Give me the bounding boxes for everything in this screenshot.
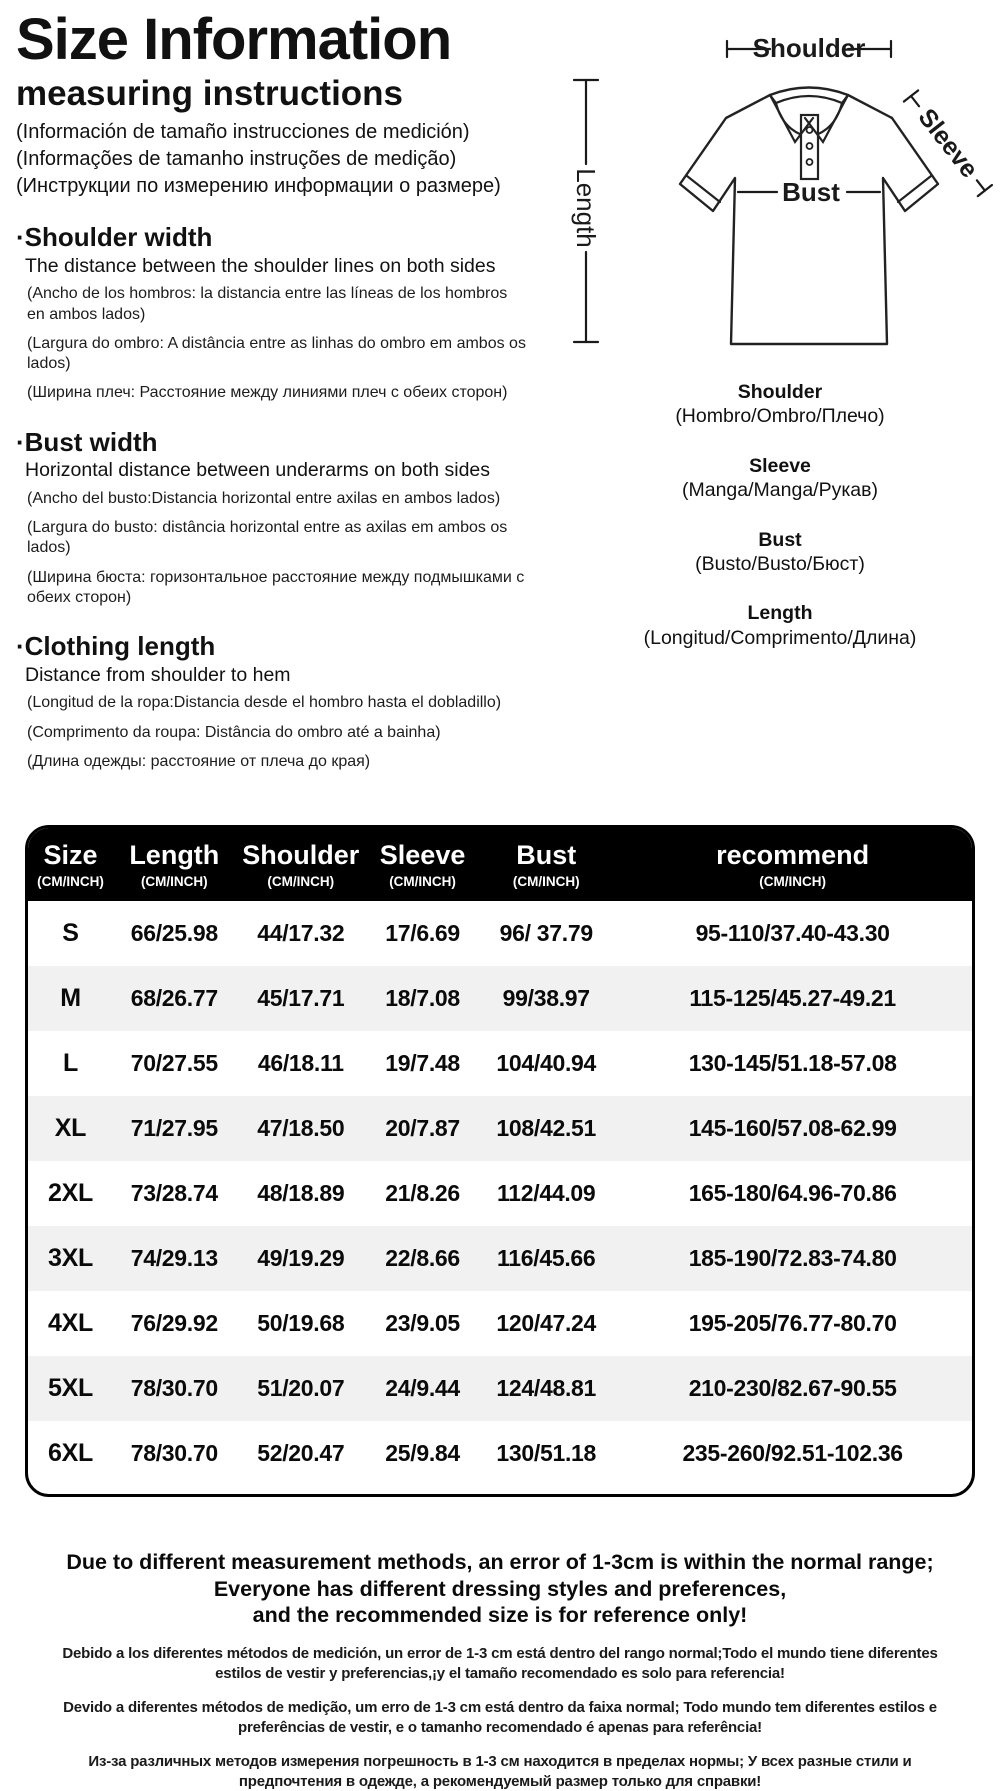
- cell-length: 78/30.70: [130, 1440, 218, 1467]
- cell-sleeve: 20/7.87: [385, 1115, 460, 1142]
- col-label: Length: [129, 840, 220, 871]
- legend-sleeve: [644, 454, 917, 503]
- measurement-note-russian: Из-за различных методов измерения погрешность в 1-3 см находится в пределах нормы; У всех разные стили и предпочтения в одежде, а рекомендуемый размер только для справки!: [88, 1753, 912, 1790]
- section-translation-pt: (Comprimento da roupa: Distância do ombro até a bainha): [27, 723, 441, 741]
- cell-recommend: 115-125/45.27-49.21: [689, 985, 896, 1012]
- note-line: and the recommended size is for reference only!: [252, 1603, 748, 1628]
- page-subtitle: measuring instructions: [16, 73, 404, 113]
- legend-translation: (Manga/Manga/Рукав): [682, 479, 878, 502]
- table-row-6xl: [28, 1421, 972, 1486]
- col-header-recommend: [613, 828, 972, 901]
- cell-recommend: 195-205/76.77-80.70: [688, 1310, 897, 1337]
- cell-recommend: 165-180/64.96-70.86: [688, 1180, 897, 1207]
- col-label: recommend: [716, 840, 870, 871]
- cell-sleeve: 25/9.84: [385, 1440, 460, 1467]
- cell-size: 3XL: [48, 1244, 93, 1273]
- cell-length: 70/27.55: [130, 1050, 218, 1077]
- legend-translation: (Hombro/Ombro/Плечо): [675, 405, 885, 428]
- diagram-column: [564, 8, 996, 781]
- col-label: Size: [43, 840, 98, 871]
- col-unit: (CM/INCH): [37, 873, 104, 889]
- table-row-s: [28, 901, 972, 966]
- section-translation-es: (Longitud de la ropa:Distancia desde el hombro hasta el dobladillo): [27, 694, 502, 712]
- cell-shoulder: 51/20.07: [257, 1375, 345, 1402]
- col-header-sleeve: [366, 828, 479, 901]
- section-translation-ru: (Ширина бюста: горизонтальное расстояние между подмышками с обеих сторон): [27, 568, 525, 607]
- legend-translation: (Busto/Busto/Бюст): [695, 552, 865, 575]
- section-heading: ·Shoulder width: [16, 222, 213, 253]
- legend-shoulder: [644, 380, 917, 429]
- measurement-note-portuguese: Devido a diferentes métodos de medição, um erro de 1-3 cm está dentro da faixa normal; Todo mundo tem diferentes estilos e preferências de vestir, e o tamanho recomendado é apenas para referência!: [63, 1699, 937, 1736]
- page-title: Size Information: [16, 7, 452, 72]
- measurement-note-spanish: Debido a los diferentes métodos de medición, un error de 1-3 cm está dentro del rango normal;Todo el mundo tiene diferentes estilos de vestir y preferencias,¡y el tamaño recomendado es solo para referencia!: [62, 1645, 938, 1682]
- section-description: Horizontal distance between underarms on both sides: [25, 459, 491, 482]
- cell-size: XL: [54, 1114, 87, 1143]
- cell-bust: 116/45.66: [497, 1245, 596, 1272]
- cell-recommend: 235-260/92.51-102.36: [682, 1440, 903, 1467]
- instructions-column: [16, 8, 564, 781]
- measure-legend: [644, 380, 917, 675]
- cell-recommend: 210-230/82.67-90.55: [688, 1375, 897, 1402]
- cell-sleeve: 19/7.48: [385, 1050, 460, 1077]
- col-header-shoulder: [236, 828, 366, 901]
- legend-name: Sleeve: [749, 454, 811, 477]
- cell-size: 2XL: [48, 1179, 93, 1208]
- col-header-size: [28, 828, 113, 901]
- cell-bust: 120/47.24: [496, 1310, 597, 1337]
- col-label: Sleeve: [379, 840, 466, 871]
- section-translation-es: (Ancho de los hombros: la distancia entre las líneas de los hombros en ambos lados): [27, 285, 508, 323]
- cell-size: 6XL: [48, 1439, 93, 1468]
- size-table: [25, 825, 975, 1497]
- section-translation-ru: (Ширина плеч: Расстояние между линиями плеч с обеих сторон): [27, 384, 508, 402]
- cell-shoulder: 46/18.11: [257, 1050, 344, 1077]
- subtitle-translation-pt: (Informações de tamanho instruções de medição): [16, 147, 457, 170]
- col-unit: (CM/INCH): [267, 873, 335, 889]
- section-translation-es: (Ancho del busto:Distancia horizontal entre axilas en ambos lados): [27, 489, 501, 507]
- cell-length: 71/27.95: [130, 1115, 218, 1142]
- cell-sleeve: 18/7.08: [385, 985, 460, 1012]
- cell-length: 66/25.98: [130, 920, 218, 947]
- cell-bust: 108/42.51: [496, 1115, 597, 1142]
- legend-name: Bust: [758, 528, 802, 551]
- diagram-shoulder-label: Shoulder: [752, 33, 866, 63]
- cell-length: 74/29.13: [130, 1245, 218, 1272]
- length-measure-line: [571, 80, 601, 342]
- cell-sleeve: 23/9.05: [385, 1310, 460, 1337]
- section-translation-ru: (Длина одежды: расстояние от плеча до края): [27, 752, 371, 770]
- legend-length: [644, 601, 917, 650]
- cell-bust: 112/44.09: [497, 1180, 596, 1207]
- cell-shoulder: 44/17.32: [257, 920, 345, 947]
- polo-shirt-diagram: [564, 12, 996, 352]
- cell-size: 4XL: [48, 1309, 93, 1338]
- legend-bust: [644, 528, 917, 577]
- col-unit: (CM/INCH): [759, 873, 826, 889]
- table-row-2xl: [28, 1161, 972, 1226]
- cell-recommend: 95-110/37.40-43.30: [695, 920, 890, 947]
- note-line: Everyone has different dressing styles and preferences,: [213, 1576, 787, 1601]
- table-row-xl: [28, 1096, 972, 1161]
- cell-sleeve: 21/8.26: [385, 1180, 460, 1207]
- table-row-5xl: [28, 1356, 972, 1421]
- cell-bust: 104/40.94: [496, 1050, 597, 1077]
- col-header-length: [113, 828, 236, 901]
- cell-bust: 124/48.81: [496, 1375, 597, 1402]
- cell-recommend: 145-160/57.08-62.99: [688, 1115, 897, 1142]
- section-description: Distance from shoulder to hem: [25, 663, 291, 686]
- cell-bust: 96/ 37.79: [499, 920, 593, 947]
- cell-size: S: [62, 919, 79, 948]
- diagram-bust-label: Bust: [782, 177, 840, 207]
- section-heading: ·Clothing length: [16, 631, 216, 662]
- col-header-bust: [479, 828, 613, 901]
- col-label: Bust: [516, 840, 577, 871]
- cell-size: M: [60, 984, 81, 1013]
- col-unit: (CM/INCH): [389, 873, 456, 889]
- shoulder-measure-line: [727, 33, 891, 63]
- cell-sleeve: 24/9.44: [385, 1375, 460, 1402]
- cell-sleeve: 22/8.66: [385, 1245, 460, 1272]
- diagram-length-label: Length: [571, 168, 601, 248]
- cell-length: 68/26.77: [130, 985, 218, 1012]
- cell-shoulder: 47/18.50: [257, 1115, 345, 1142]
- table-row-m: [28, 966, 972, 1031]
- legend-translation: (Longitud/Comprimento/Длина): [643, 626, 917, 649]
- cell-recommend: 185-190/72.83-74.80: [688, 1245, 897, 1272]
- cell-length: 78/30.70: [130, 1375, 218, 1402]
- subtitle-translation-ru: (Инструкции по измерению информации о размере): [16, 174, 501, 197]
- cell-bust: 99/38.97: [502, 985, 590, 1012]
- legend-name: Length: [747, 602, 813, 625]
- subtitle-translation-es: (Información de tamaño instrucciones de medición): [16, 121, 470, 144]
- header-area: [0, 0, 1000, 781]
- section-shoulder-width: [16, 223, 564, 404]
- measurement-note-english: [0, 1549, 1000, 1629]
- cell-shoulder: 45/17.71: [257, 985, 345, 1012]
- cell-length: 76/29.92: [130, 1310, 218, 1337]
- col-unit: (CM/INCH): [512, 873, 580, 889]
- cell-recommend: 130-145/51.18-57.08: [688, 1050, 897, 1077]
- legend-name: Shoulder: [737, 381, 823, 403]
- section-translation-pt: (Largura do busto: distância horizontal entre as axilas em ambos os lados): [27, 519, 508, 557]
- cell-size: L: [62, 1049, 78, 1078]
- section-bust-width: [16, 428, 564, 609]
- cell-shoulder: 48/18.89: [257, 1180, 345, 1207]
- section-description: The distance between the shoulder lines on both sides: [25, 254, 496, 277]
- table-row-l: [28, 1031, 972, 1096]
- table-row-4xl: [28, 1291, 972, 1356]
- section-heading: ·Bust width: [16, 426, 158, 457]
- cell-size: 5XL: [48, 1374, 93, 1403]
- cell-shoulder: 49/19.29: [257, 1245, 345, 1272]
- size-table-header: [28, 828, 972, 901]
- cell-length: 73/28.74: [130, 1180, 218, 1207]
- cell-bust: 130/51.18: [496, 1440, 597, 1467]
- section-translation-pt: (Largura do ombro: A distância entre as linhas do ombro em ambos os lados): [27, 334, 526, 373]
- cell-sleeve: 17/6.69: [385, 920, 460, 947]
- diagram-sleeve-label: Sleeve: [912, 103, 984, 184]
- cell-shoulder: 50/19.68: [257, 1310, 345, 1337]
- note-line: Due to different measurement methods, an error of 1-3cm is within the normal range;: [66, 1550, 934, 1575]
- col-unit: (CM/INCH): [140, 873, 208, 889]
- section-clothing-length: [16, 632, 564, 772]
- cell-shoulder: 52/20.47: [257, 1440, 345, 1467]
- col-label: Shoulder: [242, 840, 360, 871]
- shirt-outline: [680, 88, 938, 345]
- table-row-3xl: [28, 1226, 972, 1291]
